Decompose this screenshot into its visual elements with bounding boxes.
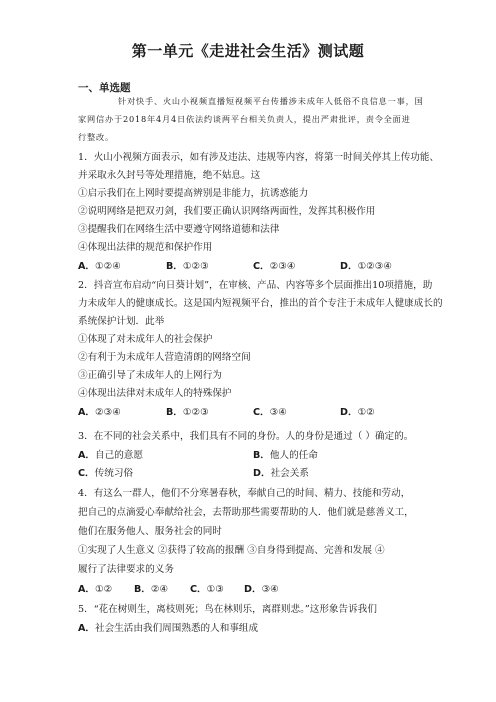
option-b[interactable]: B．他人的任命	[253, 450, 318, 461]
question-4-stem: 他们在服务他人、服务社会的同时	[78, 526, 222, 537]
question-1-statement: ①启示我们在上网时要提高辨别是非能力，抗诱惑能力	[78, 188, 309, 199]
option-c[interactable]: C．③④	[253, 407, 287, 418]
question-3-options-row2	[78, 468, 436, 480]
option-c[interactable]: C．传统习俗	[78, 468, 134, 479]
option-d[interactable]: D．③④	[244, 584, 279, 595]
section-heading: 一、单选题	[78, 82, 131, 94]
intro-line: 家网信办于2018年4月4日依法约谈两平台相关负责人，提出严肃批评，责令全面进	[78, 114, 411, 124]
question-4-statement: ①实现了人生意义 ②获得了较高的报酬 ③自身得到提高、完善和发展 ④	[78, 545, 385, 556]
intro-line: 针对快手、火山小视频直播短视频平台传播涉未成年人低俗不良信息一事，国	[118, 96, 424, 106]
option-a[interactable]: A．自己的意愿	[78, 450, 143, 461]
question-4-options	[78, 584, 436, 596]
option-c[interactable]: C．②③④	[253, 261, 296, 272]
option-a[interactable]: A．社会生活由我们周围熟悉的人和事组成	[78, 623, 259, 634]
option-d[interactable]: D．社会关系	[253, 468, 309, 479]
option-a[interactable]: A．①②④	[78, 261, 121, 272]
question-2-stem: 系统保护计划．此举	[78, 316, 165, 327]
question-5-stem: 5．“花在树则生，离枝则死；鸟在林则乐，离群则悲。”这形象告诉我们	[78, 604, 377, 615]
question-2-stem: 力未成年人的健康成长。这是国内短视频平台，推出的首个专注于未成年人健康成长的	[78, 298, 443, 309]
option-c[interactable]: C．①③	[190, 584, 224, 595]
question-1-statement: ④体现出法律的规范和保护作用	[78, 242, 213, 253]
option-b[interactable]: B．②④	[134, 584, 169, 595]
page-title: 第一单元《走进社会生活》测试题	[131, 42, 365, 60]
question-2-options	[78, 407, 436, 419]
question-1-statement: ③提醒我们在网络生活中要遵守网络道德和法律	[78, 224, 280, 235]
intro-line: 行整改。	[78, 132, 114, 142]
question-1-stem: 并采取永久封号等处理措施，绝不姑息。这	[78, 170, 261, 181]
question-2-statement: ③正确引导了未成年人的上网行为	[78, 370, 222, 381]
question-2-statement: ①体现了对未成年人的社会保护	[78, 334, 213, 345]
question-4-statement: 履行了法律要求的义务	[78, 564, 174, 575]
question-1-stem: 1．火山小视频方面表示，如有涉及违法、违规等内容，将第一时间关停其上传功能、	[78, 152, 440, 163]
question-4-stem: 把自己的点滴爱心奉献给社会，去帮助那些需要帮助的人．他们就是慈善义工，	[78, 507, 414, 518]
option-a[interactable]: A．②③④	[78, 407, 121, 418]
question-2-statement: ④体现出法律对未成年人的特殊保护	[78, 388, 232, 399]
question-4-stem: 4．有这么一群人，他们不分寒暑春秋，奉献自己的时间、精力、技能和劳动，	[78, 488, 411, 499]
question-2-statement: ②有利于为未成年人营造清朗的网络空间	[78, 352, 251, 363]
option-b[interactable]: B．①②③	[166, 407, 209, 418]
question-1-options	[78, 261, 436, 273]
question-3-stem: 3．在不同的社会关系中，我们具有不同的身份。人的身份是通过（ ）确定的。	[78, 431, 414, 442]
option-b[interactable]: B．①②③	[166, 261, 209, 272]
question-1-statement: ②说明网络是把双刃剑，我们要正确认识网络两面性，发挥其积极作用	[78, 206, 376, 217]
question-3-options-row1	[78, 450, 436, 462]
question-5-options	[78, 623, 436, 635]
option-a[interactable]: A．①②	[78, 584, 113, 595]
question-2-stem: 2．抖音宣布启动“向日葵计划”，在审核、产品、内容等多个层面推出10项措施，助	[78, 280, 433, 291]
option-d[interactable]: D．①②	[340, 407, 375, 418]
option-d[interactable]: D．①②③④	[340, 261, 392, 272]
